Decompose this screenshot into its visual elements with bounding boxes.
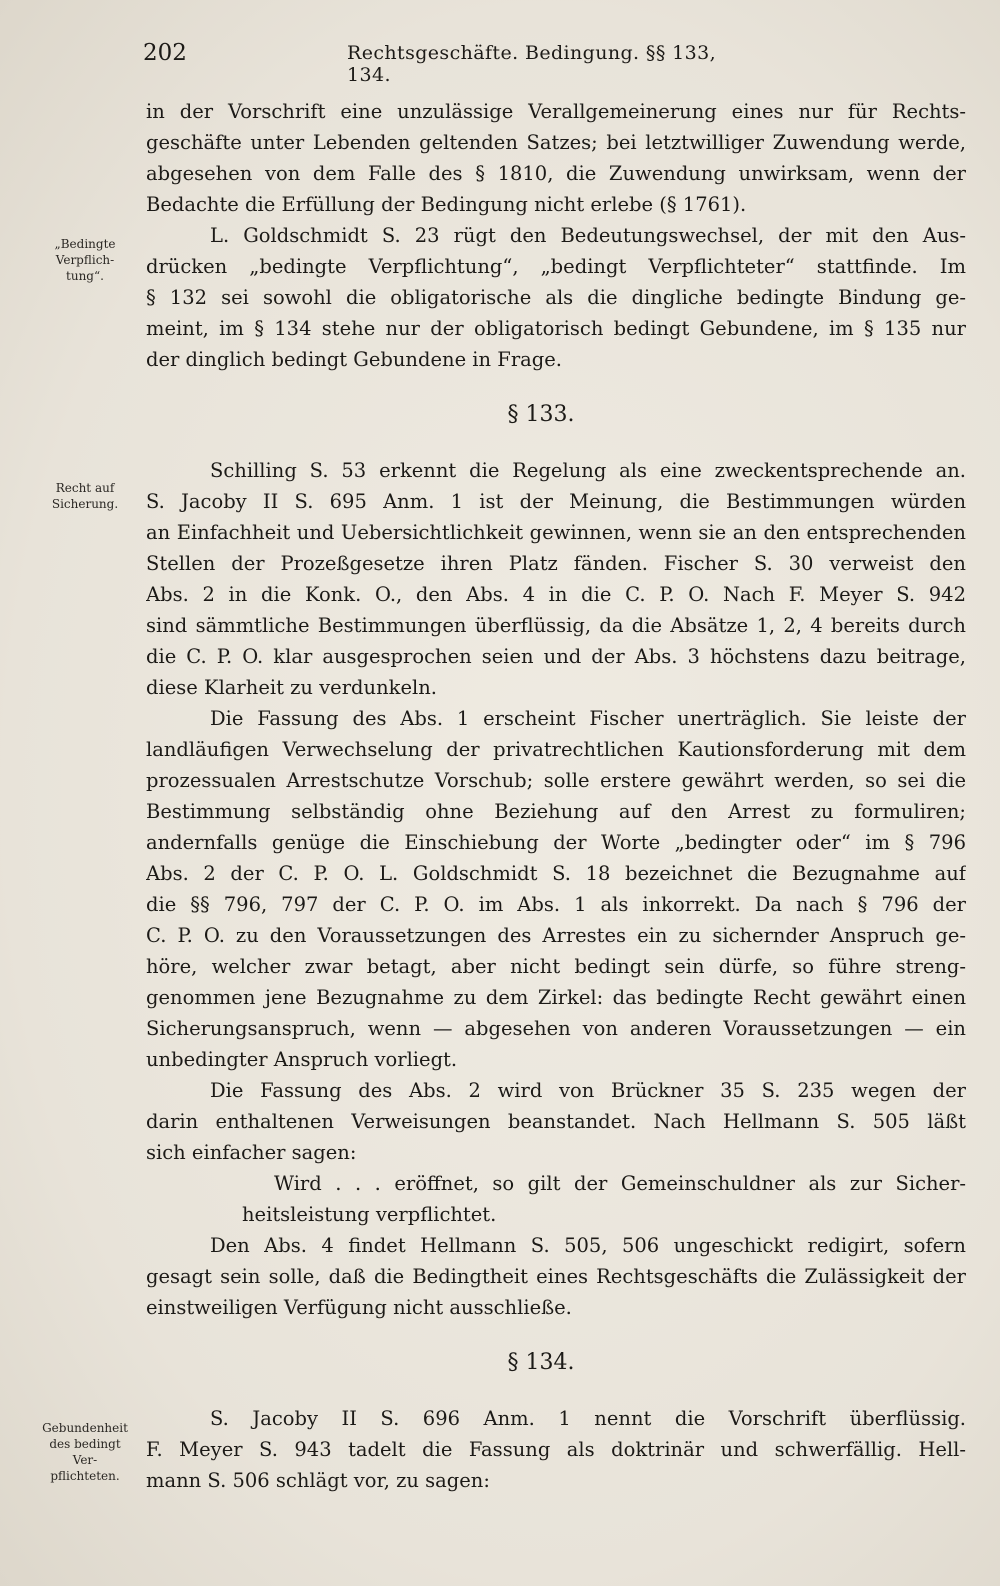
text-line: F. Meyer S. 943 tadelt die Fassung als doktrinär und schwerfällig. Hell-: [146, 1438, 966, 1461]
margin-note-bedingte-verpflichtung: [30, 236, 140, 284]
text-line: darin enthaltenen Verweisungen beanstandet. Nach Hellmann S. 505 läßt: [146, 1110, 966, 1133]
paragraph-first-line: Den Abs. 4 findet Hellmann S. 505, 506 ungeschickt redigirt, sofern: [210, 1234, 966, 1257]
text-line: Bestimmung selbständig ohne Beziehung auf den Arrest zu formuliren;: [146, 800, 966, 823]
text-line: § 132 sei sowohl die obligatorische als die dingliche bedingte Bindung ge-: [146, 286, 966, 309]
paragraph-first-line: Schilling S. 53 erkennt die Regelung als eine zweckentsprechende an.: [210, 459, 966, 482]
text-line: drücken „bedingte Verpflichtung“, „bedingt Verpflichteter“ stattfinde. Im: [146, 255, 966, 278]
text-line: an Einfachheit und Uebersichtlichkeit gewinnen, wenn sie an den entsprechenden: [146, 521, 966, 544]
section-heading: § 134.: [507, 1350, 575, 1375]
text-line: meint, im § 134 stehe nur der obligatorisch bedingt Gebundene, im § 135 nur: [146, 317, 966, 340]
margin-note-line: Recht auf: [55, 481, 115, 495]
paragraph-first-line: L. Goldschmidt S. 23 rügt den Bedeutungswechsel, der mit den Aus-: [210, 224, 966, 247]
margin-note-line: Sicherung.: [51, 497, 119, 511]
text-line: einstweiligen Verfügung nicht ausschließe.: [146, 1296, 572, 1319]
text-line: die §§ 796, 797 der C. P. O. im Abs. 1 als inkorrekt. Da nach § 796 der: [146, 893, 966, 916]
margin-note-line: Ver-: [72, 1453, 98, 1467]
text-line: Sicherungsanspruch, wenn — abgesehen von anderen Voraussetzungen — ein: [146, 1017, 966, 1040]
text-line: sind sämmtliche Bestimmungen überflüssig, da die Absätze 1, 2, 4 bereits durch: [146, 614, 966, 637]
text-line: landläufigen Verwechselung der privatrechtlichen Kautionsforderung mit dem: [146, 738, 966, 761]
text-line: gesagt sein solle, daß die Bedingtheit eines Rechtsgeschäfts die Zulässigkeit der: [146, 1265, 966, 1288]
running-head: [143, 40, 763, 86]
text-line: unbedingter Anspruch vorliegt.: [146, 1048, 458, 1071]
text-line: diese Klarheit zu verdunkeln.: [146, 676, 437, 699]
margin-note-recht-auf-sicherung: [30, 480, 140, 512]
margin-note-line: pflichteten.: [50, 1469, 120, 1483]
text-line: S. Jacoby II S. 695 Anm. 1 ist der Meinung, die Bestimmungen würden: [146, 490, 966, 513]
text-line: genommen jene Bezugnahme zu dem Zirkel: das bedingte Recht gewährt einen: [146, 986, 966, 1009]
text-line: andernfalls genüge die Einschiebung der Worte „bedingter oder“ im § 796: [146, 831, 966, 854]
margin-note-line: tung“.: [66, 269, 104, 283]
paragraph-first-line: S. Jacoby II S. 696 Anm. 1 nennt die Vorschrift überflüssig.: [210, 1407, 966, 1430]
text-line: Abs. 2 der C. P. O. L. Goldschmidt S. 18 bezeichnet die Bezugnahme auf: [146, 862, 966, 885]
section-heading: § 133.: [507, 402, 575, 427]
body-text: [146, 96, 966, 1496]
text-line: höre, welcher zwar betagt, aber nicht bedingt sein dürfe, so führe streng-: [146, 955, 966, 978]
text-line: sich einfacher sagen:: [146, 1141, 357, 1164]
quoted-line: heitsleistung verpflichtet.: [242, 1203, 497, 1226]
page-number: 202: [143, 40, 187, 66]
text-line: in der Vorschrift eine unzulässige Verallgemeinerung eines nur für Rechts-: [146, 100, 966, 123]
quoted-line: Wird . . . eröffnet, so gilt der Gemeinschuldner als zur Sicher-: [274, 1172, 966, 1195]
text-line: abgesehen von dem Falle des § 1810, die Zuwendung unwirksam, wenn der: [146, 162, 966, 185]
running-title: Rechtsgeschäfte. Bedingung. §§ 133, 134.: [347, 42, 717, 86]
paragraph-first-line: Die Fassung des Abs. 1 erscheint Fischer unerträglich. Sie leiste der: [210, 707, 966, 730]
text-line: Bedachte die Erfüllung der Bedingung nicht erlebe (§ 1761).: [146, 193, 747, 216]
text-line: Stellen der Prozeßgesetze ihren Platz fänden. Fischer S. 30 verweist den: [146, 552, 966, 575]
margin-note-line: „Bedingte: [54, 237, 116, 251]
text-line: Abs. 2 in die Konk. O., den Abs. 4 in die C. P. O. Nach F. Meyer S. 942: [146, 583, 966, 606]
text-line: die C. P. O. klar ausgesprochen seien und der Abs. 3 höchstens dazu beitrage,: [146, 645, 966, 668]
text-line: C. P. O. zu den Voraussetzungen des Arrestes ein zu sichernder Anspruch ge-: [146, 924, 966, 947]
margin-note-gebundenheit: [30, 1420, 140, 1484]
text-line: prozessualen Arrestschutze Vorschub; solle erstere gewährt werden, so sei die: [146, 769, 966, 792]
margin-note-line: des bedingt: [49, 1437, 121, 1451]
margin-note-line: Gebundenheit: [42, 1421, 128, 1435]
text-line: der dinglich bedingt Gebundene in Frage.: [146, 348, 563, 371]
text-line: mann S. 506 schlägt vor, zu sagen:: [146, 1469, 490, 1492]
text-line: geschäfte unter Lebenden geltenden Satzes; bei letztwilliger Zuwendung werde,: [146, 131, 966, 154]
margin-note-line: Verpflich-: [55, 253, 115, 267]
paragraph-first-line: Die Fassung des Abs. 2 wird von Brückner 35 S. 235 wegen der: [210, 1079, 966, 1102]
